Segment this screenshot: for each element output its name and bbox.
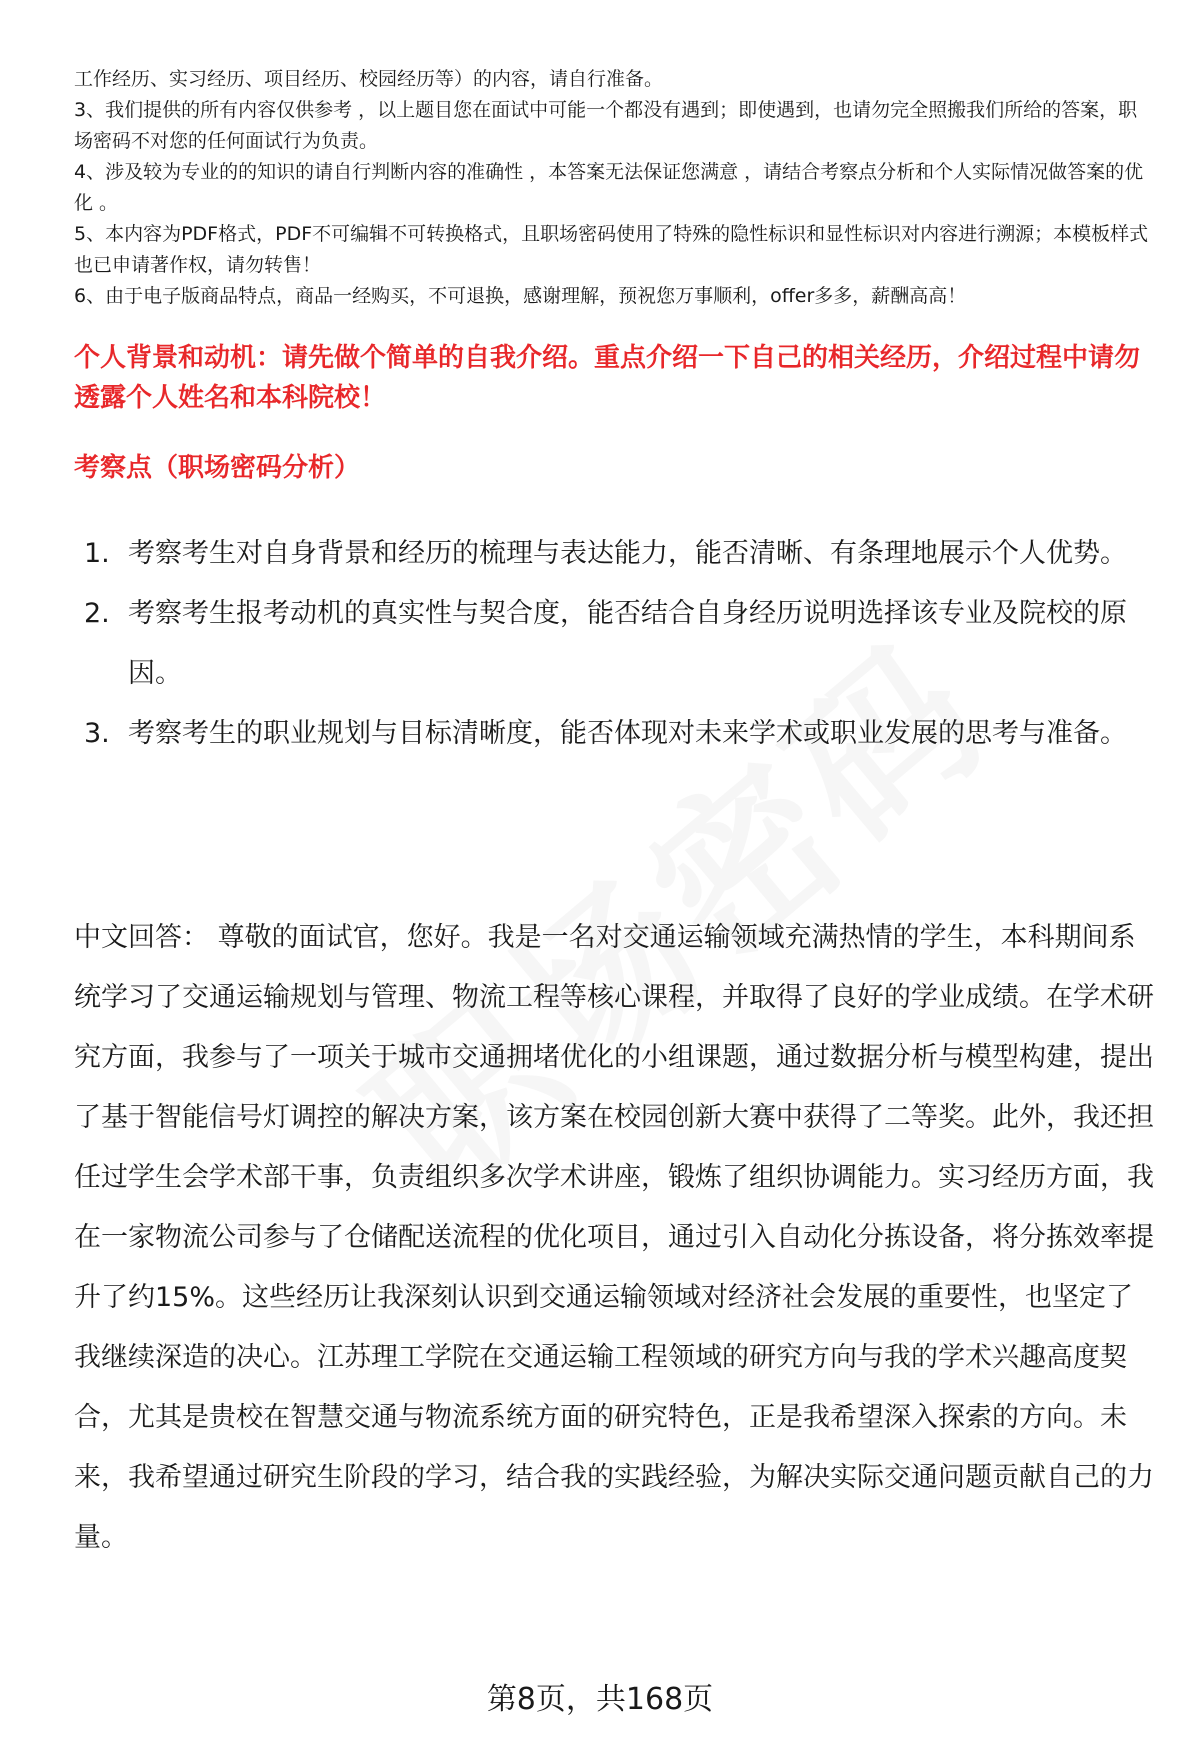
- analysis-heading: 考察点（职场密码分析）: [74, 453, 361, 483]
- notice-line: 3、我们提供的所有内容仅供参考 ，以上题目您在面试中可能一个都没有遇到；即使遇到，也请勿完全照搬我们所给的答案，职场密码不对您的任何面试行为负责。: [74, 99, 1138, 152]
- notice-block: [74, 64, 1154, 312]
- analysis-points: [84, 524, 1144, 764]
- answer-paragraph: 中文回答： 尊敬的面试官，您好。我是一名对交通运输领域充满热情的学生，本科期间系统学习了交通运输规划与管理、物流工程等核心课程，并取得了良好的学业成绩。在学术研究方面，我参与了一项关于城市交通拥堵优化的小组课题，通过数据分析与模型构建，提出了基于智能信号灯调控的解决方案，该方案在校园创新大赛中获得了二等奖。此外，我还担任过学生会学术部干事，负责组织多次学术讲座，锻炼了组织协调能力。实习经历方面，我在一家物流公司参与了仓储配送流程的优化项目，通过引入自动化分拣设备，将分拣效率提升了约15%。这些经历让我深刻认识到交通运输领域对经济社会发展的重要性，也坚定了我继续深造的决心。江苏理工学院在交通运输工程领域的研究方向与我的学术兴趣高度契合，尤其是贵校在智慧交通与物流系统方面的研究特色，正是我希望深入探索的方向。未来，我希望通过研究生阶段的学习，结合我的实践经验，为解决实际交通问题贡献自己的力量。: [74, 922, 1154, 1553]
- analysis-point: [84, 704, 1144, 764]
- notice-line: 6、由于电子版商品特点，商品一经购买，不可退换，感谢理解，预祝您万事顺利，offer多多，薪酬高高！: [74, 285, 967, 307]
- point-text: 考察考生的职业规划与目标清晰度，能否体现对未来学术或职业发展的思考与准备。: [128, 718, 1127, 749]
- notice-line: 4、涉及较为专业的的知识的请自行判断内容的准确性 ，本答案无法保证您满意 ，请结合考察点分析和个人实际情况做答案的优化 。: [74, 161, 1144, 214]
- notice-line: 工作经历、实习经历、项目经历、校园经历等）的内容，请自行准备。: [74, 68, 664, 90]
- analysis-point: [84, 584, 1144, 704]
- point-number: 3.: [84, 718, 110, 749]
- point-number: 1.: [84, 538, 110, 569]
- analysis-point: [84, 524, 1144, 584]
- point-text: 考察考生报考动机的真实性与契合度，能否结合自身经历说明选择该专业及院校的原因。: [128, 598, 1127, 689]
- notice-line: 5、本内容为PDF格式，PDF不可编辑不可转换格式，且职场密码使用了特殊的隐性标识和显性标识对内容进行溯源；本模板样式也已申请著作权，请勿转售！: [74, 223, 1149, 276]
- page-number-footer: 第8页，共168页: [486, 1682, 714, 1717]
- question-heading: 个人背景和动机：请先做个简单的自我介绍。重点介绍一下自己的相关经历，介绍过程中请勿透露个人姓名和本科院校！: [74, 343, 1141, 413]
- point-text: 考察考生对自身背景和经历的梳理与表达能力，能否清晰、有条理地展示个人优势。: [128, 538, 1127, 569]
- point-number: 2.: [84, 598, 110, 629]
